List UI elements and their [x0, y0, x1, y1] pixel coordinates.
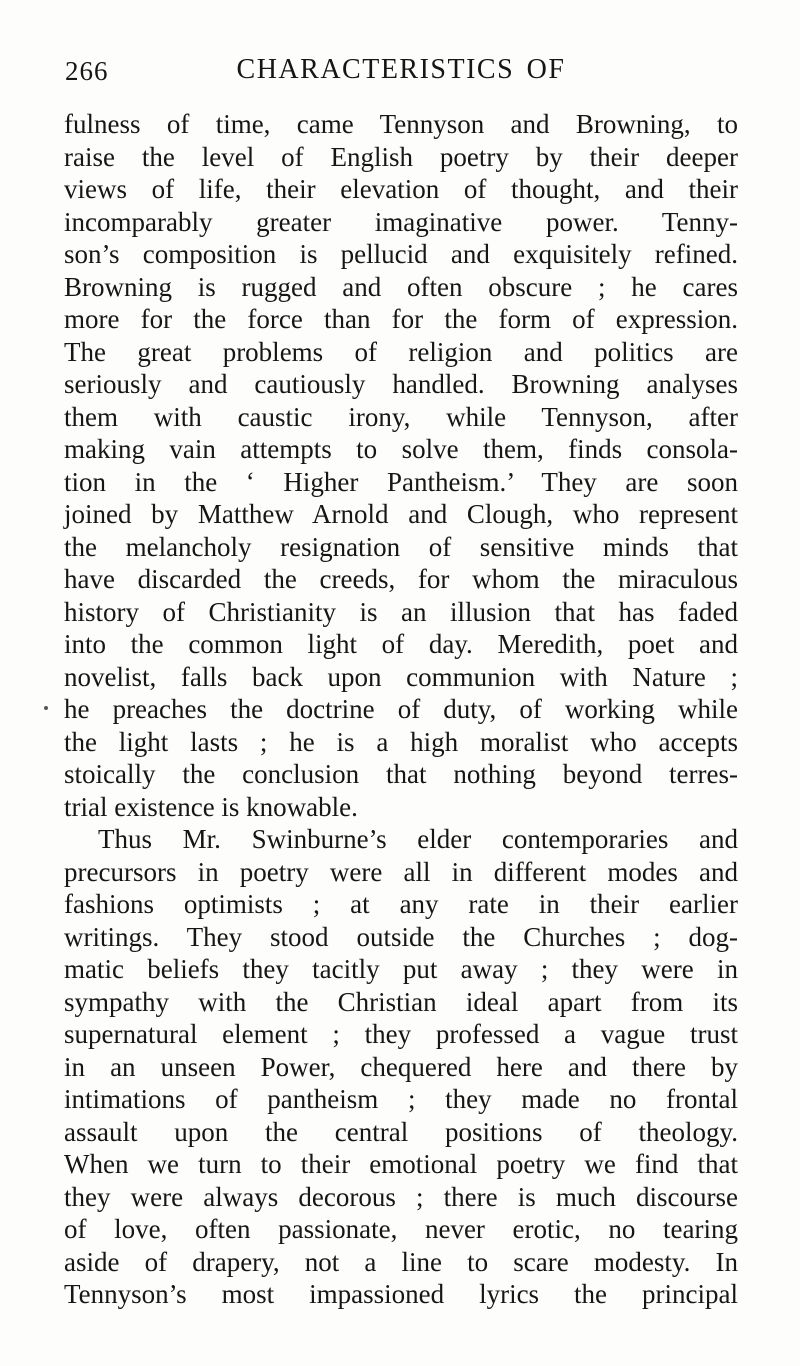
text-line: When we turn to their emotional poetry we find that	[64, 1149, 738, 1179]
text-line: making vain attempts to solve them, finds consola-	[64, 434, 738, 464]
text-line: novelist, falls back upon communion with Nature ;	[64, 661, 738, 692]
text-line: son’s composition is pellucid and exquisitely refined.	[64, 239, 738, 269]
text-line: intimations of pantheism ; they made no frontal	[64, 1084, 738, 1114]
text-line: supernatural element ; they professed a vague trust	[64, 1019, 738, 1049]
text-line: more for the force than for the form of expression.	[64, 304, 738, 334]
page-header	[64, 54, 738, 88]
text-line: tion in the ‘ Higher Pantheism.’ They are soon	[64, 466, 738, 497]
text-line: matic beliefs they tacitly put away ; they were in	[64, 954, 738, 984]
text-line: assault upon the central positions of theology.	[64, 1116, 738, 1147]
text-line: have discarded the creeds, for whom the miraculous	[64, 564, 738, 594]
text-line: sympathy with the Christian ideal apart from its	[64, 986, 738, 1017]
text-line: The great problems of religion and politics are	[64, 336, 738, 367]
text-line: they were always decorous ; there is much discourse	[64, 1181, 738, 1212]
text-line: into the common light of day. Meredith, poet and	[64, 629, 738, 659]
running-header: CHARACTERISTICS OF	[236, 54, 566, 85]
text-line: incomparably greater imaginative power. Tenny-	[64, 206, 738, 237]
text-line: he preaches the doctrine of duty, of working while	[64, 694, 738, 724]
text-line: raise the level of English poetry by their deeper	[64, 141, 738, 172]
text-line: Browning is rugged and often obscure ; he cares	[64, 271, 738, 302]
text-line: them with caustic irony, while Tennyson, after	[64, 401, 738, 432]
text-line: Tennyson’s most impassioned lyrics the principal	[64, 1279, 738, 1309]
text-line: Thus Mr. Swinburne’s elder contemporaries and	[98, 824, 738, 854]
text-line: writings. They stood outside the Churches ; dog-	[64, 921, 738, 952]
text-line: fashions optimists ; at any rate in their earlier	[64, 889, 738, 919]
text-line: seriously and cautiously handled. Browning analyses	[64, 369, 738, 399]
body-text	[64, 108, 738, 1311]
text-line: precursors in poetry were all in different modes and	[64, 856, 738, 887]
text-line: in an unseen Power, chequered here and there by	[64, 1051, 738, 1082]
text-line: of love, often passionate, never erotic, no tearing	[64, 1214, 738, 1244]
text-line: views of life, their elevation of thought, and their	[64, 174, 738, 204]
text-line: stoically the conclusion that nothing beyond terres-	[64, 759, 738, 789]
text-line: trial existence is knowable.	[64, 791, 358, 822]
text-line: joined by Matthew Arnold and Clough, who represent	[64, 499, 738, 529]
text-line: the melancholy resignation of sensitive minds that	[64, 531, 738, 562]
text-line: aside of drapery, not a line to scare modesty. In	[64, 1246, 738, 1277]
text-line: the light lasts ; he is a high moralist who accepts	[64, 726, 738, 757]
scan-speck	[44, 706, 48, 710]
text-line: fulness of time, came Tennyson and Browning, to	[64, 109, 738, 139]
page-number: 266	[65, 56, 109, 86]
text-line: history of Christianity is an illusion that has faded	[64, 596, 738, 627]
